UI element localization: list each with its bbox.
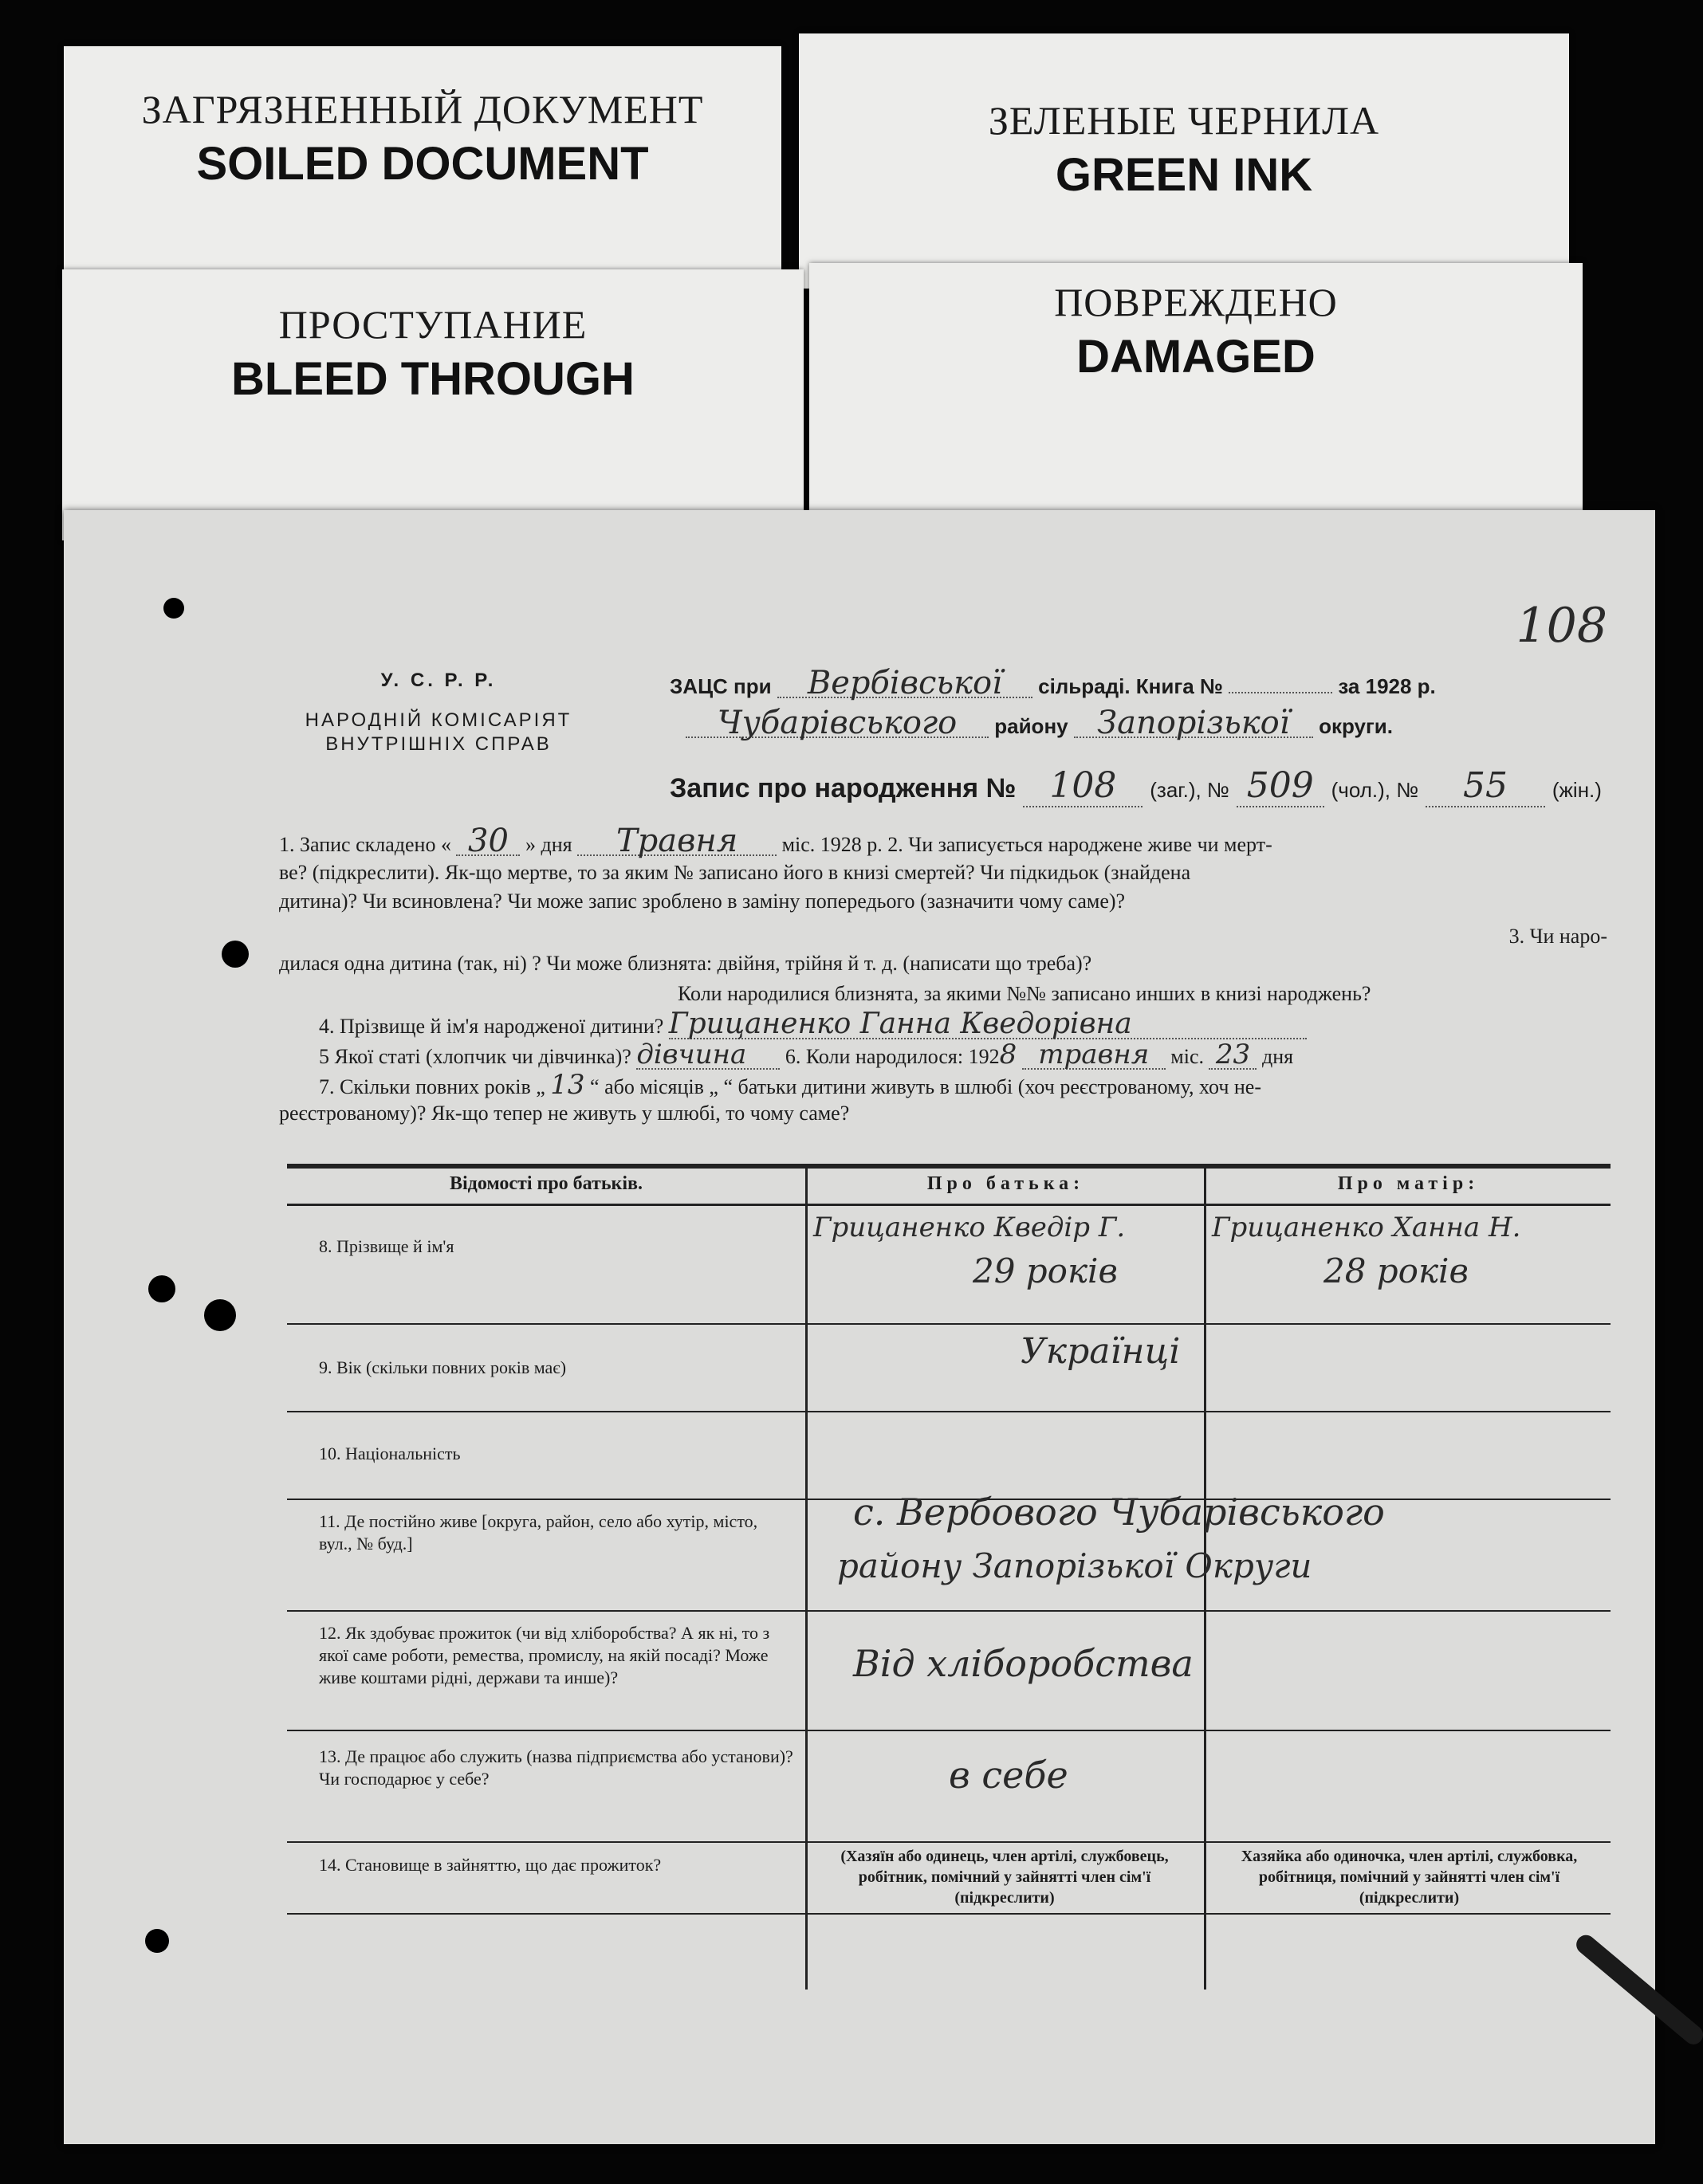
question-line-1 [279, 823, 1618, 859]
birth-month: травня [1022, 1041, 1166, 1070]
male-suffix: (чол.), № [1331, 778, 1419, 802]
card-title-en: SOILED DOCUMENT [196, 138, 649, 190]
pen-tip [1572, 1931, 1703, 2048]
table-top-rule [287, 1164, 1611, 1169]
father-name: Грицаненко Кведір Г. [813, 1212, 1126, 1243]
okrug-label: округи. [1319, 714, 1394, 738]
book-number-blank [1229, 692, 1332, 693]
residence-line-1: с. Вербового Чубарівського [853, 1491, 1385, 1534]
mother-age: 28 років [1323, 1251, 1469, 1290]
q4-text: 4. Прізвище й ім'я народженої дитини? [319, 1015, 664, 1038]
record-title [670, 765, 1626, 807]
q1-text-b: » дня [525, 833, 572, 856]
row-label: 10. Національність [319, 1444, 461, 1463]
row-label: 14. Становище в зайняттю, що дає прожиток? [319, 1855, 662, 1875]
card-title-ru: ПРОСТУПАНИЕ [278, 302, 588, 347]
workplace: в себе [949, 1754, 1068, 1797]
q1-text-c: міс. 1928 р. 2. Чи записується народжене живе чи мерт- [781, 833, 1272, 856]
record-title-label: Запис про народження № [670, 773, 1017, 803]
zags-prefix: ЗАЦС при [670, 674, 772, 698]
row-rule [287, 1610, 1611, 1612]
record-number-total: 108 [1023, 765, 1143, 807]
green-ink-card [799, 33, 1569, 289]
record-month: Травня [577, 827, 777, 856]
mother-occupation-status: Хазяйка або одиночка, член артілі, службовка, робітниця, помічний у зайнятті член сім'ї (підкреслити) [1241, 1848, 1578, 1907]
row-rule [287, 1411, 1611, 1412]
ussr-label: У. С. Р. Р. [380, 670, 497, 691]
total-suffix: (заг.), № [1150, 778, 1229, 802]
record-number-male: 509 [1237, 765, 1324, 807]
col-header-father: Про батька: [926, 1173, 1085, 1194]
mother-name: Грицаненко Ханна Н. [1212, 1212, 1521, 1243]
birth-day: 23 [1209, 1041, 1257, 1070]
question-line-8 [319, 1041, 1618, 1070]
card-title-en: DAMAGED [1076, 331, 1316, 383]
district-line [686, 705, 1563, 741]
punch-hole [148, 1275, 175, 1302]
soiled-document-card [64, 46, 781, 285]
birth-record-form [64, 510, 1655, 2144]
nationality: Українці [1021, 1331, 1181, 1372]
row-rule [287, 1913, 1611, 1915]
punch-hole [145, 1929, 169, 1953]
question-line-6: Коли народилися близнята, за якими №№ записано инших в книзі народжень? [678, 982, 1371, 1005]
question-line-10: реєстрованому)? Як-що тепер не живуть у шлюбі, то чому саме? [279, 1102, 850, 1125]
commissariat-label: НАРОДНІЙ КОМІСАРІЯТ [305, 709, 572, 731]
female-suffix: (жін.) [1552, 778, 1602, 802]
card-title-ru: ЗАГРЯЗНЕННЫЙ ДОКУМЕНТ [141, 87, 704, 132]
child-name: Грицаненко Ганна Кведорівна [669, 1011, 1307, 1039]
row-rule [287, 1730, 1611, 1731]
okrug-name: Запорізької [1074, 709, 1313, 738]
q7-text: 7. Скільки повних років „ [319, 1075, 545, 1098]
punch-hole [204, 1299, 236, 1331]
district-name: Чубарівського [686, 709, 989, 738]
q6-month-label: міс. [1170, 1045, 1204, 1068]
col-header-parents: Відомості про батьків. [450, 1173, 643, 1194]
q5-text: 5 Якої статі (хлопчик чи дівчинка)? [319, 1045, 631, 1068]
question-line-3: дитина)? Чи всиновлена? Чи може запис зроблено в заміну попередього (зазначити чому саме)? [279, 890, 1126, 913]
marriage-years: 13 [550, 1069, 585, 1101]
table-header-rule [287, 1204, 1611, 1206]
child-sex: дівчина [636, 1041, 780, 1070]
q1-text: 1. Запис складено « [279, 833, 451, 856]
punch-hole [163, 598, 184, 619]
district-label: району [994, 714, 1068, 738]
internal-affairs-label: ВНУТРІШНІХ СПРАВ [325, 733, 552, 755]
damaged-card [809, 263, 1583, 526]
record-day: 30 [456, 827, 520, 856]
record-number-female: 55 [1426, 765, 1545, 807]
village-name: Вербівської [777, 670, 1032, 698]
col-header-mother: Про матір: [1337, 1173, 1480, 1194]
column-divider [805, 1169, 808, 1990]
card-title-ru: ЗЕЛЕНЫЕ ЧЕРНИЛА [988, 98, 1380, 143]
q7-text-b: “ або місяців „ “ батьки дитини живуть в шлюбі (хоч реєстрованому, хоч не- [590, 1075, 1262, 1098]
council-label: сільраді. Книга № [1038, 674, 1223, 698]
year-label: за 1928 р. [1338, 674, 1436, 698]
question-line-5: дилася одна дитина (так, ні) ? Чи може близнята: двійня, трійня й т. д. (написати що треба)? [279, 952, 1092, 975]
row-label: 11. Де постійно живе [округа, район, село або хутір, місто, вул., № буд.] [319, 1511, 758, 1554]
residence-line-2: району Запорізької Округи [837, 1546, 1312, 1585]
q6-text: 6. Коли народилося: 192 [785, 1045, 1000, 1068]
row-label: 13. Де працює або служить (назва підприємства або установи)? Чи господарює у себе? [319, 1746, 793, 1789]
birth-year-digit: 8 [999, 1039, 1017, 1070]
row-label: 12. Як здобуває прожиток (чи від хліборобства? А як ні, то з якої саме роботи, ремества, промислу, на якій посаді? Може живе коштами рідні, держави та инше)? [319, 1623, 770, 1687]
zags-line [670, 665, 1626, 701]
page-number: 108 [1516, 598, 1607, 654]
header-left [271, 670, 606, 756]
card-title-en: GREEN INK [1055, 149, 1313, 201]
card-title-en: BLEED THROUGH [231, 353, 635, 405]
row-label: 9. Вік (скільки повних років має) [319, 1357, 567, 1377]
row-label: 8. Прізвище й ім'я [319, 1236, 454, 1256]
question-line-7 [319, 1008, 1618, 1040]
card-title-ru: ПОВРЕЖДЕНО [1054, 280, 1338, 324]
row-rule [287, 1841, 1611, 1843]
livelihood: Від хліборобства [853, 1642, 1194, 1685]
father-age: 29 років [973, 1251, 1118, 1290]
question-line-4: 3. Чи наро- [1508, 925, 1607, 948]
row-rule [287, 1323, 1611, 1325]
punch-hole [222, 941, 249, 968]
question-line-9 [319, 1071, 1618, 1101]
question-line-2: ве? (підкреслити). Як-що мертве, то за яким № записано його в книзі смертей? Чи підкидьок (знайдена [279, 861, 1191, 884]
father-occupation-status: (Хазяїн або одинець, член артілі, службовець, робітник, помічний у зайнятті член сім'ї (підкреслити) [840, 1848, 1169, 1907]
q6-day-label: дня [1261, 1045, 1294, 1068]
bleed-through-card [62, 269, 804, 540]
